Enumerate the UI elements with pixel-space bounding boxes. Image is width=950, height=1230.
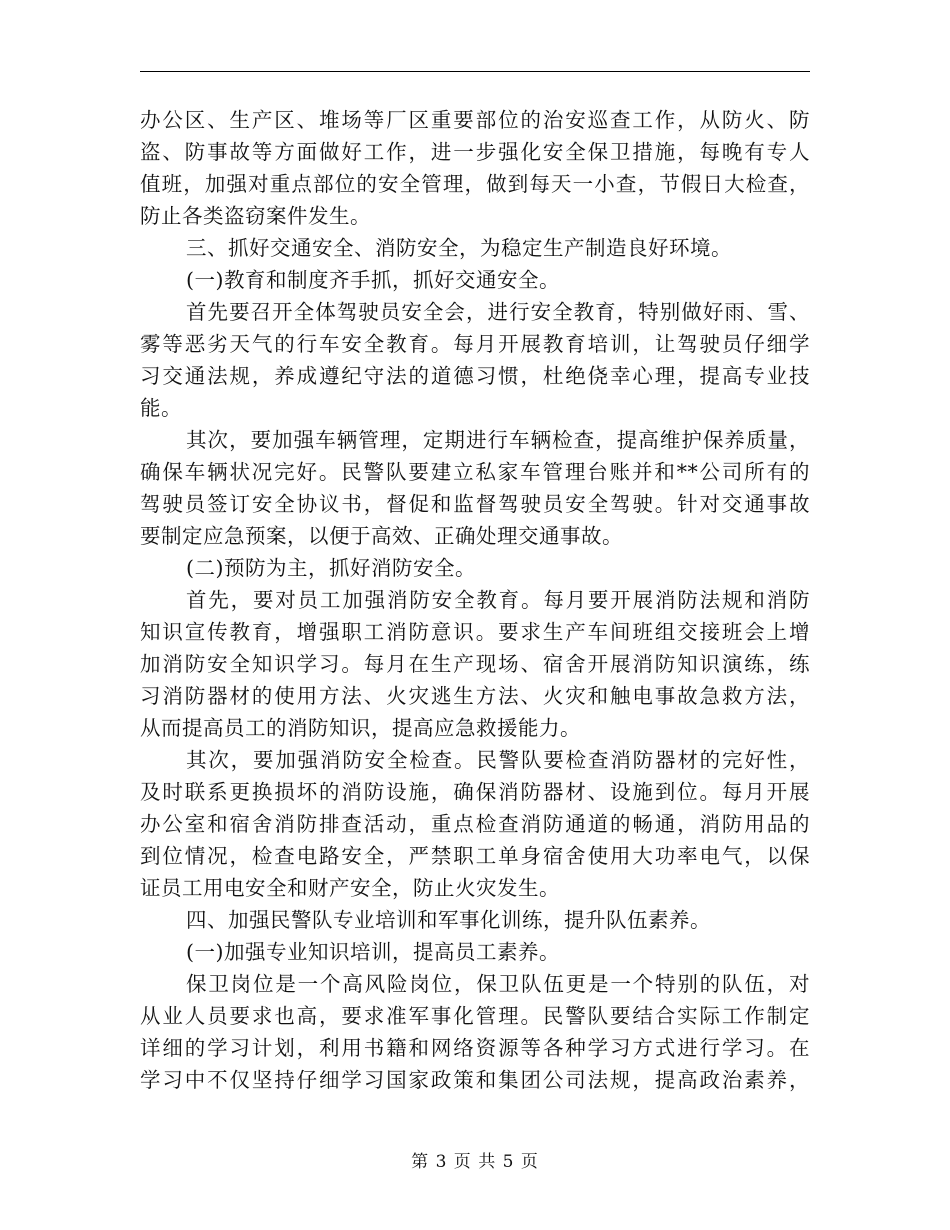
text-line: 首先，要对员工加强消防安全教育。每月要开展消防法规和消防 — [186, 588, 810, 612]
text-line: 加消防安全知识学习。每月在生产现场、宿舍开展消防知识演练，练 — [140, 652, 810, 676]
text-line: 详细的学习计划，利用书籍和网络资源等各种学习方式进行学习。在 — [140, 1036, 810, 1060]
document-body — [140, 104, 810, 1096]
text-line: 习消防器材的使用方法、火灾逃生方法、火灾和触电事故急救方法， — [140, 684, 810, 708]
text-line: 学习中不仅坚持仔细学习国家政策和集团公司法规，提高政治素养， — [140, 1068, 810, 1092]
text-line: 习交通法规，养成遵纪守法的道德习惯，杜绝侥幸心理，提高专业技 — [140, 364, 810, 388]
text-line: 防止各类盗窃案件发生。 — [140, 204, 371, 228]
text-line: 其次，要加强车辆管理，定期进行车辆检查，提高维护保养质量， — [186, 428, 810, 452]
text-line: 办公区、生产区、堆场等厂区重要部位的治安巡查工作，从防火、防 — [140, 108, 810, 132]
text-line: 到位情况，检查电路安全，严禁职工单身宿舍使用大功率电气，以保 — [140, 844, 810, 868]
text-line: 能。 — [140, 396, 182, 420]
text-line: 其次，要加强消防安全检查。民警队要检查消防器材的完好性， — [186, 748, 810, 772]
text-line: 及时联系更换损坏的消防设施，确保消防器材、设施到位。每月开展 — [140, 780, 810, 804]
header-rule — [140, 71, 810, 72]
page-number: 第 3 页 共 5 页 — [411, 1152, 539, 1172]
text-line: 办公室和宿舍消防排查活动，重点检查消防通道的畅通，消防用品的 — [140, 812, 810, 836]
text-line: (一)教育和制度齐手抓，抓好交通安全。 — [186, 268, 560, 292]
text-line: 值班，加强对重点部位的安全管理，做到每天一小查，节假日大检查， — [140, 172, 810, 196]
text-line: (二)预防为主，抓好消防安全。 — [186, 556, 476, 580]
text-line: 保卫岗位是一个高风险岗位，保卫队伍更是一个特别的队伍，对 — [186, 972, 810, 996]
text-line: 知识宣传教育，增强职工消防意识。要求生产车间班组交接班会上增 — [140, 620, 810, 644]
text-line: (一)加强专业知识培训，提高员工素养。 — [186, 940, 560, 964]
text-line: 证员工用电安全和财产安全，防止火灾发生。 — [140, 876, 560, 900]
text-line: 雾等恶劣天气的行车安全教育。每月开展教育培训，让驾驶员仔细学 — [140, 332, 810, 356]
text-line: 要制定应急预案，以便于高效、正确处理交通事故。 — [140, 524, 623, 548]
text-line: 四、加强民警队专业培训和军事化训练，提升队伍素养。 — [186, 908, 711, 932]
text-line: 首先要召开全体驾驶员安全会，进行安全教育，特别做好雨、雪、 — [186, 300, 810, 324]
text-line: 确保车辆状况完好。民警队要建立私家车管理台账并和**公司所有的 — [140, 460, 810, 484]
text-line: 三、抓好交通安全、消防安全，为稳定生产制造良好环境。 — [186, 236, 732, 260]
text-line: 驾驶员签订安全协议书，督促和监督驾驶员安全驾驶。针对交通事故 — [140, 492, 810, 516]
text-line: 盗、防事故等方面做好工作，进一步强化安全保卫措施，每晚有专人 — [140, 140, 810, 164]
text-line: 从业人员要求也高，要求准军事化管理。民警队要结合实际工作制定 — [140, 1004, 810, 1028]
text-line: 从而提高员工的消防知识，提高应急救援能力。 — [140, 716, 581, 740]
